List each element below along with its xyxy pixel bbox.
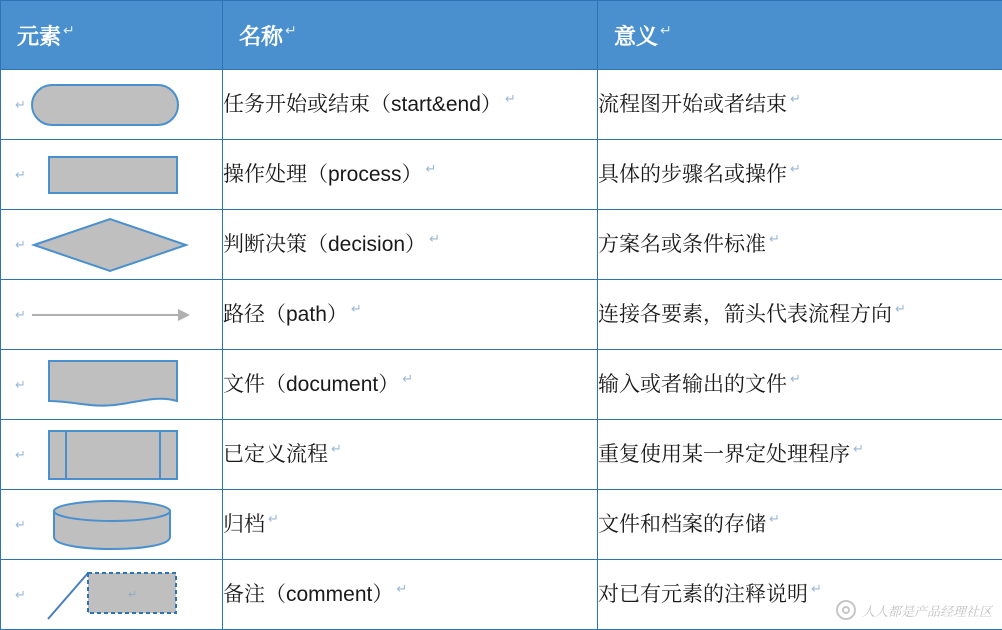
shape-cell [1,490,223,560]
paragraph-mark-icon: ↵ [15,587,26,603]
paragraph-mark-icon: ↵ [895,301,906,316]
paragraph-mark-icon: ↵ [811,581,822,596]
arrow-path-icon [30,300,190,330]
element-meaning-cell [598,280,1002,350]
element-name-label: 路径（path） [223,303,348,326]
table-row [1,490,1002,560]
element-name-cell [223,420,598,490]
shape-cell [1,420,223,490]
paragraph-mark-icon: ↵ [396,581,407,596]
column-header-meaning-label: 意义 [614,24,658,49]
element-meaning-cell [598,420,1002,490]
svg-text:↵: ↵ [128,589,137,601]
table-row [1,280,1002,350]
paragraph-mark-icon: ↵ [15,517,26,533]
paragraph-mark-icon: ↵ [505,91,516,106]
document-wave-icon [30,357,180,413]
column-header-name [223,1,598,70]
paragraph-mark-icon: ↵ [268,511,279,526]
cylinder-archive-icon [30,497,180,553]
shape-cell [1,560,223,630]
element-name-cell [223,210,598,280]
table-row [1,210,1002,280]
comment-note-icon [30,567,190,623]
paragraph-mark-icon: ↵ [351,301,362,316]
element-meaning-cell [598,490,1002,560]
paragraph-mark-icon: ↵ [853,441,864,456]
element-name-label: 任务开始或结束（start&end） [223,93,502,116]
element-meaning-cell [598,560,1002,630]
element-name-cell [223,350,598,420]
paragraph-mark-icon: ↵ [15,447,26,463]
element-meaning-label: 文件和档案的存储 [598,513,766,536]
predefined-process-icon [30,427,180,483]
paragraph-mark-icon: ↵ [63,22,75,38]
rectangle-process-icon [30,151,180,199]
element-meaning-label: 流程图开始或者结束 [598,93,787,116]
paragraph-mark-icon: ↵ [15,237,26,253]
paragraph-mark-icon: ↵ [790,91,801,106]
table-row [1,420,1002,490]
table-row [1,70,1002,140]
paragraph-mark-icon: ↵ [426,161,437,176]
element-name-cell [223,280,598,350]
element-meaning-label: 连接各要素，箭头代表流程方向 [598,303,892,326]
element-name-cell [223,490,598,560]
element-name-label: 备注（comment） [223,583,393,606]
element-name-label: 已定义流程 [223,443,328,466]
shape-cell [1,350,223,420]
table-row [1,560,1002,630]
shape-cell [1,210,223,280]
column-header-element [1,1,223,70]
shape-cell [1,70,223,140]
element-name-cell [223,140,598,210]
table-row [1,140,1002,210]
paragraph-mark-icon: ↵ [660,22,672,38]
paragraph-mark-icon: ↵ [769,231,780,246]
column-header-name-label: 名称 [239,24,283,49]
element-meaning-label: 重复使用某一界定处理程序 [598,443,850,466]
element-meaning-label: 方案名或条件标准 [598,233,766,256]
element-meaning-label: 对已有元素的注释说明 [598,583,808,606]
shape-cell [1,280,223,350]
watermark-label: 人人都是产品经理社区 [862,601,992,620]
shape-cell [1,140,223,210]
paragraph-mark-icon: ↵ [402,371,413,386]
element-name-cell [223,560,598,630]
element-name-cell [223,70,598,140]
element-meaning-cell [598,350,1002,420]
paragraph-mark-icon: ↵ [15,97,26,113]
element-name-label: 操作处理（process） [223,163,423,186]
paragraph-mark-icon: ↵ [790,161,801,176]
rounded-terminator-icon [30,81,180,129]
element-name-label: 判断决策（decision） [223,233,426,256]
element-meaning-label: 输入或者输出的文件 [598,373,787,396]
column-header-element-label: 元素 [17,24,61,49]
element-meaning-cell [598,210,1002,280]
element-name-label: 归档 [223,513,265,536]
element-name-label: 文件（document） [223,373,399,396]
table-row [1,350,1002,420]
paragraph-mark-icon: ↵ [15,167,26,183]
column-header-meaning [598,1,1002,70]
paragraph-mark-icon: ↵ [285,22,297,38]
paragraph-mark-icon: ↵ [331,441,342,456]
paragraph-mark-icon: ↵ [429,231,440,246]
diamond-decision-icon [30,216,190,274]
paragraph-mark-icon: ↵ [15,307,26,323]
paragraph-mark-icon: ↵ [769,511,780,526]
paragraph-mark-icon: ↵ [15,377,26,393]
element-meaning-cell [598,140,1002,210]
table-header-row [1,1,1002,70]
element-meaning-cell [598,70,1002,140]
element-meaning-label: 具体的步骤名或操作 [598,163,787,186]
paragraph-mark-icon: ↵ [790,371,801,386]
